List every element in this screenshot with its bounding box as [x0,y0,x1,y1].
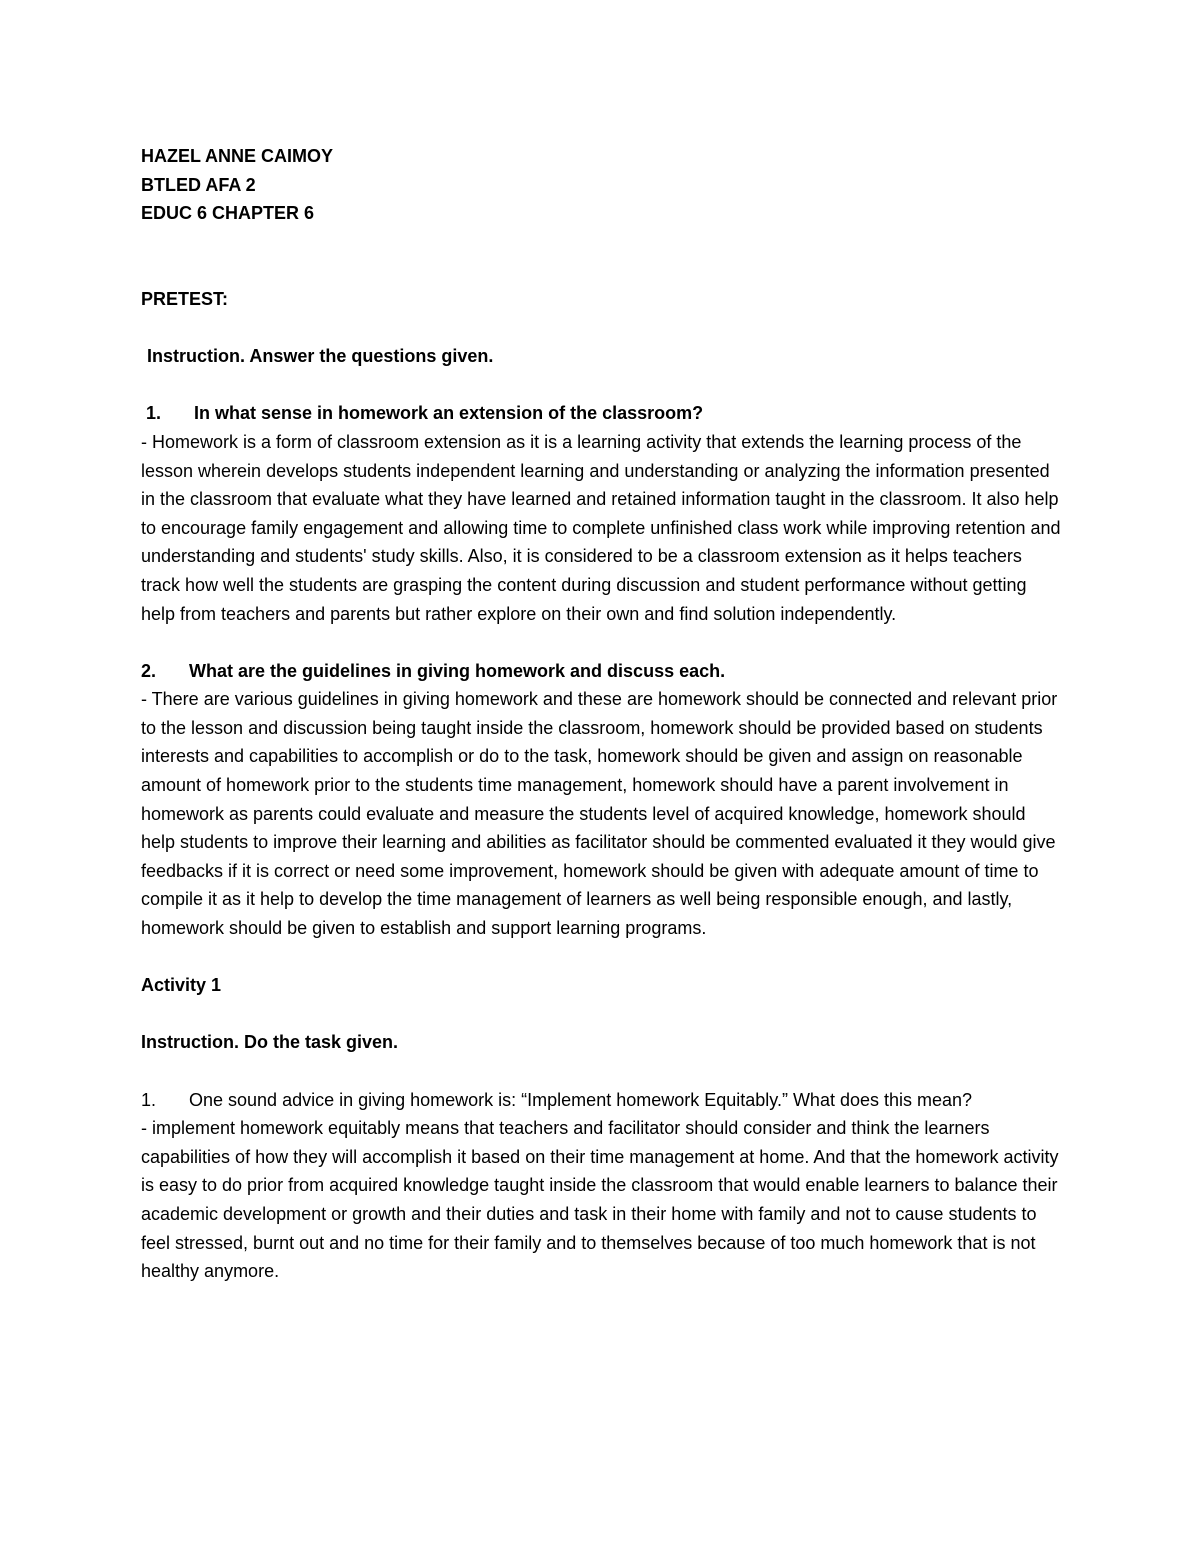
activity-item-1-answer: - implement homework equitably means that teachers and facilitator should consider and think the learners capabilities of how they will accomplish it based on their time management at home. And that the homework activity is easy to do prior from acquired knowledge taught inside the classroom that would enable learners to balance their academic development or growth and their duties and task in their home with family and not to cause students to feel stressed, burnt out and no time for their family and to themselves because of too much homework that is not healthy anymore. [141,1118,1059,1282]
question-2-number: 2. [141,660,157,681]
pretest-heading: PRETEST: [141,288,229,309]
question-1-text: In what sense in homework an extension of the classroom? [194,403,704,424]
question-2-text: What are the guidelines in giving homework and discuss each. [189,660,726,681]
question-2-answer: - There are various guidelines in giving homework and these are homework should be connected and relevant prior to the lesson and discussion being taught inside the classroom, homework should be provided based on students interests and capabilities to accomplish or do to the task, homework should be given and assign on reasonable amount of homework prior to the students time management, homework should have a parent involvement in homework as parents could evaluate and measure the students level of acquired knowledge, homework should help students to improve their learning and abilities as facilitator should be commented evaluated it they would give feedbacks if it is correct or need some improvement, homework should be given with adequate amount of time to compile it as it help to develop the time management of learners as well being responsible enough, and lastly, homework should be given to establish and support learning programs. [141,689,1058,939]
document-page [141,142,1061,1286]
question-2-title [141,657,1061,686]
activity-item-1-title [141,1086,1061,1115]
activity-item-1-number: 1. [141,1089,157,1110]
activity-item-1-text: One sound advice in giving homework is: “Implement homework Equitably.” What does this mean? [189,1089,973,1110]
activity-instruction: Instruction. Do the task given. [141,1032,399,1053]
student-section: BTLED AFA 2 [141,174,256,195]
pretest-instruction: Instruction. Answer the questions given. [147,346,494,367]
student-name: HAZEL ANNE CAIMOY [141,146,334,166]
question-1-number: 1. [146,403,162,424]
course-chapter: EDUC 6 CHAPTER 6 [141,203,315,224]
question-1-answer: - Homework is a form of classroom extension as it is a learning activity that extends the learning process of the lesson wherein develops students independent learning and understanding or analyzing the information presented in the classroom that evaluate what they have learned and retained information taught in the classroom. It also help to encourage family engagement and allowing time to complete unfinished class work while improving retention and understanding and students' study skills. Also, it is considered to be a classroom extension as it helps teachers track how well the students are grasping the content during discussion and student performance without getting help from teachers and parents but rather explore on their own and find solution independently. [141,431,1061,624]
question-1-title [141,399,1061,428]
activity-heading: Activity 1 [141,975,222,996]
